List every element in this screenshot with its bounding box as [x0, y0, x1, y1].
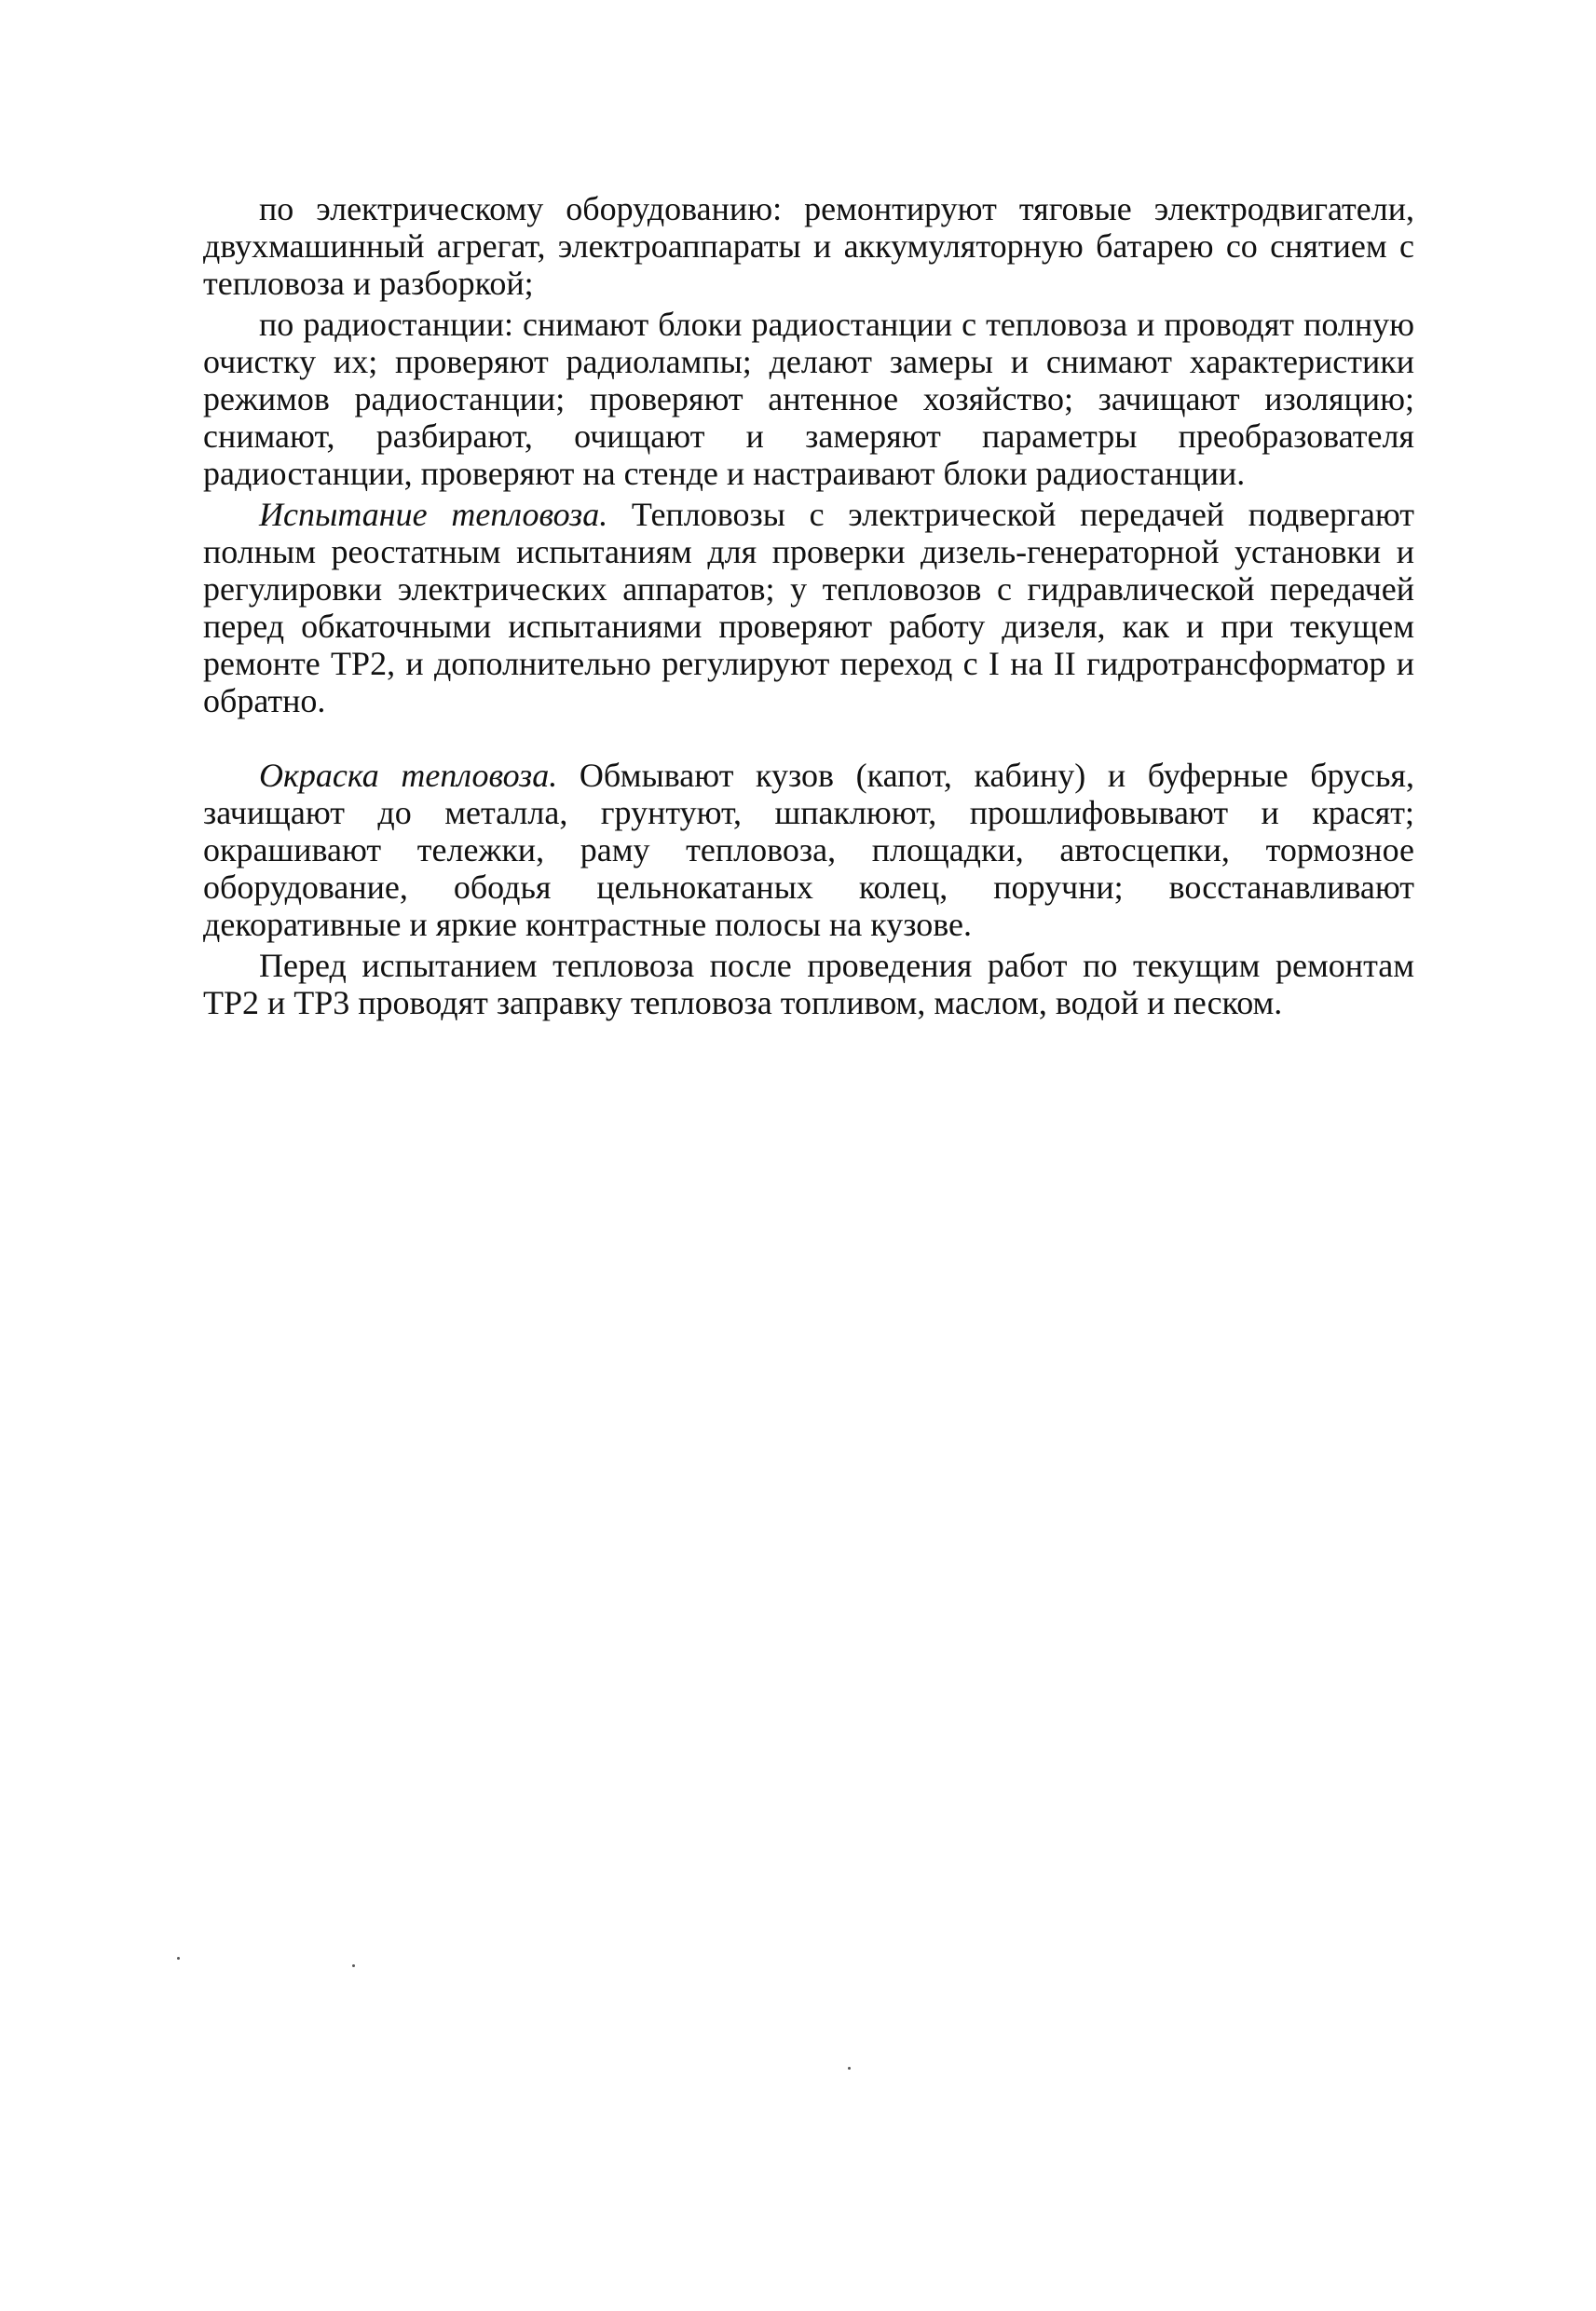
- scan-speck: [352, 1964, 355, 1967]
- paragraph-text: Обмывают кузов (капот, кабину) и буферные брусья, зачищают до металла, грунтуют, шпаклюют, прошлифовывают и красят; окрашивают тележки, раму тепловоза, площадки, автосцепки, тормозное оборудование, ободья цельнокатаных колец, поручни; восстанавливают декоративные и яркие контрастные полосы на кузове.: [203, 757, 1414, 943]
- section-heading: Окраска тепловоза.: [259, 757, 558, 794]
- paragraph-locomotive-testing: [203, 496, 1414, 719]
- paragraph-text: Перед испытанием тепловоза после проведения работ по текущим ремонтам ТР2 и ТР3 проводят заправку тепловоза топливом, маслом, водой и песком.: [203, 947, 1414, 1021]
- paragraph-refueling: [203, 947, 1414, 1021]
- body-text: [203, 190, 1414, 1021]
- paragraph-locomotive-painting: [203, 757, 1414, 943]
- paragraph-text: по электрическому оборудованию: ремонтируют тяговые электродвигатели, двухмашинный агрегат, электроаппараты и аккумуляторную батарею со снятием с тепловоза и разборкой;: [203, 190, 1414, 302]
- scan-speck: [177, 1957, 180, 1960]
- section-heading: Испытание тепловоза.: [259, 496, 608, 533]
- paragraph-radio-station: [203, 306, 1414, 492]
- paragraph-text: Тепловозы с электрической передачей подвергают полным реостатным испытаниям для проверки дизель-генераторной установки и регулировки электрических аппаратов; у тепловозов с гидравлической передачей перед обкаточными испытаниями проверяют работу дизеля, как и при текущем ремонте ТР2, и дополнительно регулируют переход с I на II гидротрансформатор и обратно.: [203, 496, 1414, 719]
- scan-speck: [848, 2067, 851, 2070]
- paragraph-electrical-equipment: [203, 190, 1414, 302]
- paragraph-text: по радиостанции: снимают блоки радиостанции с тепловоза и проводят полную очистку их; проверяют радиолампы; делают замеры и снимают характеристики режимов радиостанции; проверяют антенное хозяйство; зачищают изоляцию; снимают, разбирают, очищают и замеряют параметры преобразователя радиостанции, проверяют на стенде и настраивают блоки радиостанции.: [203, 306, 1414, 492]
